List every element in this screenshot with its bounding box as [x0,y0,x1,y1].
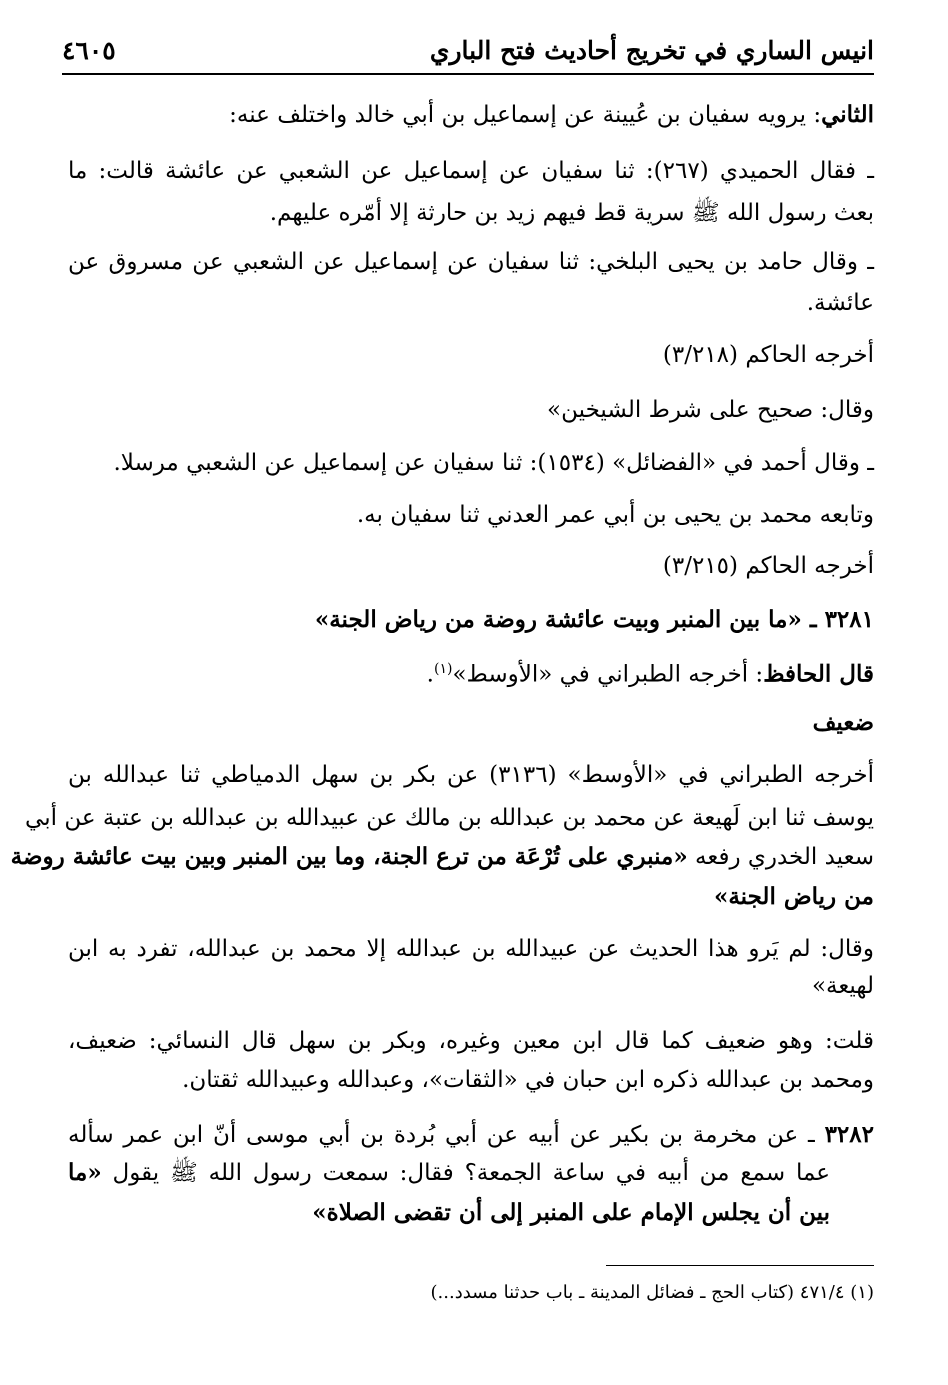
text-line-5: عائشة. [806,290,874,316]
text-line-7: وقال: صحيح على شرط الشيخين» [547,397,874,423]
footnote-1: (١) ٤٧١/٤ (كتاب الحج ـ فضائل المدينة ـ باب حدثنا مسدد...) [430,1282,874,1303]
text-line-12 [68,652,874,692]
label-second: الثاني [821,101,874,128]
footnote-ref-1: (١) [433,661,453,677]
text-line-1 [68,98,874,132]
text-line-4: ـ وقال حامد بن يحيى البلخي: ثنا سفيان عن إسماعيل عن الشعبي عن مسروق عن [68,249,874,275]
text-line-10: أخرجه الحاكم (٣/٢١٥) [662,553,874,579]
text-line-15: يوسف ثنا ابن لَهيعة عن محمد بن عبدالله بن مالك عن عبيدالله بن عبدالله بن عتبة عن أبي [25,805,874,831]
label-hafiz: قال الحافظ [763,660,874,688]
line-16-text: سعيد الخدري رفعه [687,844,874,870]
text-line-6: أخرجه الحاكم (٣/٢١٨) [662,342,874,368]
text-line-2: ـ فقال الحميدي (٢٦٧): ثنا سفيان عن إسماعيل عن الشعبي عن عائشة قالت: ما [68,158,874,184]
text-line-20: قلت: وهو ضعيف كما قال ابن معين وغيره، وبكر بن سهل قال النسائي: ضعيف، [68,1028,874,1054]
hadith-text-bold: «منبري على تُرْعَة من ترع الجنة، وما بين المنبر وبين بيت عائشة روضة [10,843,688,870]
book-title: انيس الساري في تخريج أحاديث فتح الباري [429,36,874,65]
line-12-text: : أخرجه الطبراني في «الأوسط» [452,661,764,688]
text-line-19: لهيعة» [811,973,874,999]
footnote-divider [606,1265,874,1266]
text-line-16 [10,840,874,874]
text-line-8: ـ وقال أحمد في «الفضائل» (١٥٣٤): ثنا سفيان عن إسماعيل عن الشعبي مرسلا. [113,450,874,476]
hadith-3282-line-2 [68,1156,830,1190]
grading-weak: ضعيف [812,709,874,736]
line-1-text: : يرويه سفيان بن عُيينة عن إسماعيل بن أبي خالد واختلف عنه: [229,102,822,128]
hadith-3282-text: ـ عن مخرمة بن بكير عن أبيه عن أبي بُردة بن أبي موسى أنّ ابن عمر سأله [68,1122,825,1148]
text-line-17: من رياض الجنة» [713,883,874,910]
running-header [62,34,874,72]
hadith-3282-number: ٣٢٨٢ [824,1121,874,1148]
page-number: ٤٦٠٥ [62,36,116,65]
text-line-21: ومحمد بن عبدالله ذكره ابن حبان في «الثقات»، وعبدالله وعبيدالله ثقتان. [182,1067,874,1093]
line-12-end: . [426,661,434,688]
text-line-3: بعث رسول الله ﷺ سرية قط فيهم زيد بن حارثة إلا أمّره عليهم. [269,200,874,226]
hadith-3282-line-1 [68,1118,874,1152]
text-line-18: وقال: لم يَرو هذا الحديث عن عبيدالله بن عبدالله إلا محمد بن عبدالله، تفرد به ابن [68,936,874,962]
text-line-14: أخرجه الطبراني في «الأوسط» (٣١٣٦) عن بكر بن سهل الدمياطي ثنا عبدالله بن [68,762,875,788]
hadith-3282-line-3: بين أن يجلس الإمام على المنبر إلى أن تقضى الصلاة» [312,1199,830,1226]
line-23-bold: «ما [68,1159,102,1186]
header-divider [62,73,874,75]
line-23-text: عما سمع من أبيه في ساعة الجمعة؟ فقال: سمعت رسول الله ﷺ يقول [101,1160,830,1186]
text-line-9: وتابعه محمد بن يحيى بن أبي عمر العدني ثنا سفيان به. [356,502,874,528]
hadith-3281-heading: ٣٢٨١ ـ «ما بين المنبر وبيت عائشة روضة من رياض الجنة» [314,606,874,633]
